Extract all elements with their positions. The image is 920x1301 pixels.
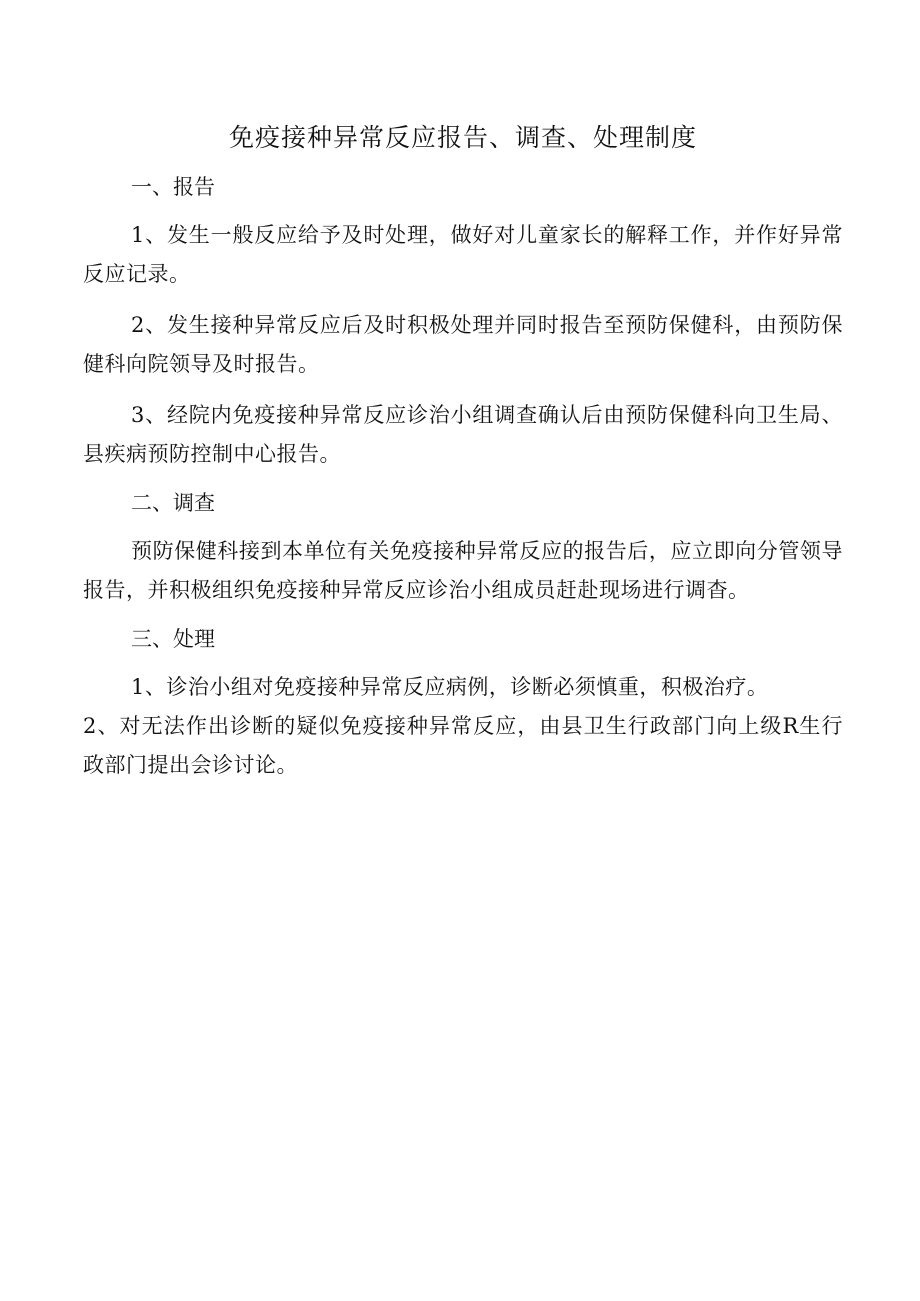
report-paragraph-3: 3、经院内免疫接种异常反应诊治小组调查确认后由预防保健科向卫生局、县疾病预防控制中心报告。 — [83, 403, 843, 466]
section-handling — [83, 622, 843, 785]
handling-paragraph-2: 2、对无法作出诊断的疑似免疫接种异常反应，由县卫生行政部门向上级R生行政部门提出会诊讨论。 — [83, 714, 843, 777]
report-paragraph-2: 2、发生接种异常反应后及时积极处理并同时报告至预防保健科，由预防保健科向院领导及时报告。 — [83, 313, 843, 376]
section-heading-investigation: 二、调查 — [131, 491, 215, 515]
section-report — [83, 170, 843, 474]
section-heading-handling: 三、处理 — [131, 627, 215, 651]
document-title: 免疫接种异常反应报告、调查、处理制度 — [228, 123, 697, 152]
section-investigation — [83, 486, 843, 610]
investigation-paragraph-1: 预防保健科接到本单位有关免疫接种异常反应的报告后，应立即向分管领导报告，并积极组织免疫接种异常反应诊治小组成员赶赴现场进行调杳。 — [83, 539, 843, 602]
report-paragraph-1: 1、发生一般反应给予及时处理，做好对儿童家长的解释工作，并作好异常反应记录。 — [83, 223, 843, 286]
section-heading-report: 一、报告 — [131, 175, 215, 199]
handling-paragraph-1: 1、诊治小组对免疫接种异常反应病例，诊断必须慎重，积极治疗。 — [131, 675, 769, 699]
document-body — [83, 112, 843, 797]
